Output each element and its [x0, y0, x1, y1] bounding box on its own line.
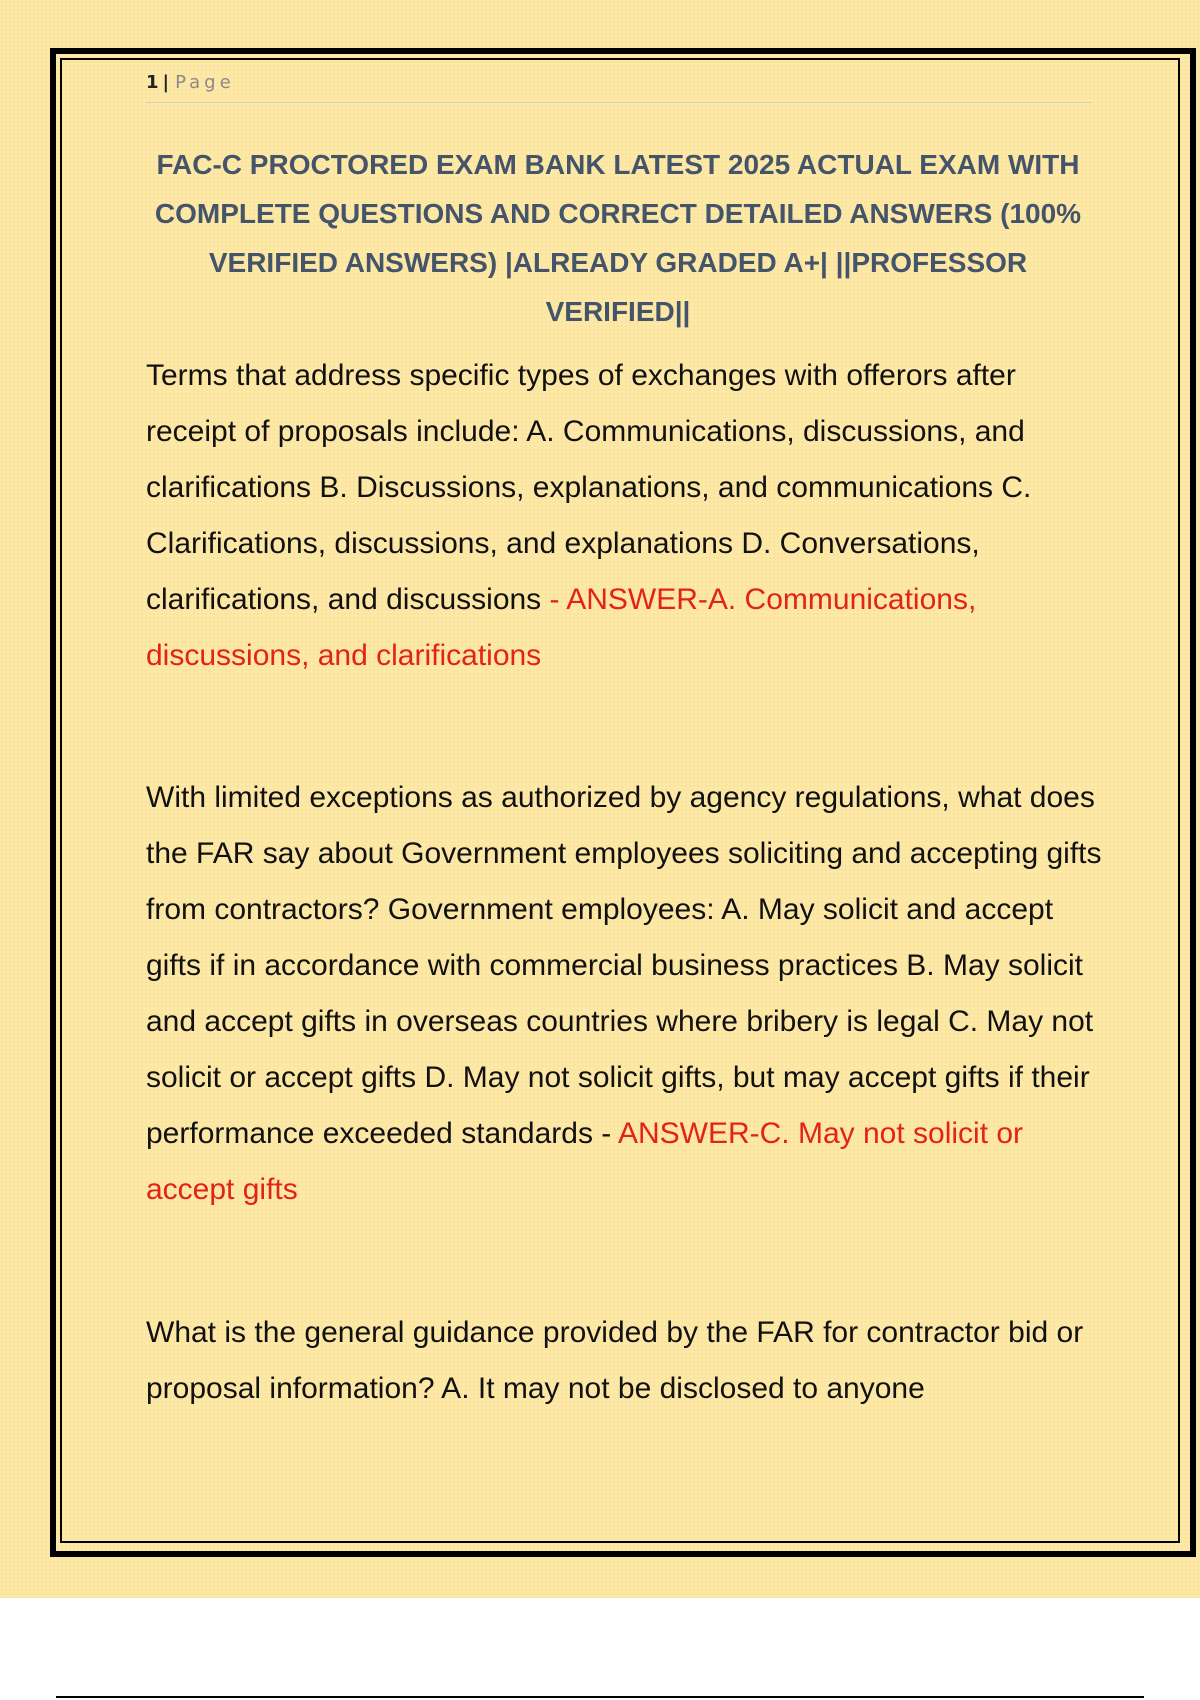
answer-text: ANSWER-C. May not solicit or accept gifts — [146, 1117, 1024, 1206]
question-text: Terms that address specific types of exchanges with offerors after receipt of proposals include: A. Communications, discussions, and clarifications B. Discussions, explanations, and communications C. Clarifications, discussions, and explanations D. Conversations, clarifications, and discussions — [146, 359, 1032, 616]
page-label: Page — [175, 72, 235, 93]
document-title: FAC-C PROCTORED EXAM BANK LATEST 2025 ACTUAL EXAM WITH COMPLETE QUESTIONS AND CORRECT DETAILED ANSWERS (100% VERIFIED ANSWERS) |ALREADY GRADED A+| ||PROFESSOR VERIFIED|| — [154, 149, 1082, 327]
page-header — [146, 72, 1092, 103]
question-block-1 — [146, 348, 1106, 684]
next-page-top-border — [56, 1696, 1144, 1698]
question-block-2 — [146, 770, 1106, 1218]
question-text: What is the general guidance provided by the FAR for contractor bid or proposal information? A. It may not be disclosed to anyone — [146, 1316, 1084, 1405]
page-header-separator: | — [162, 72, 170, 93]
page-number: 1 — [146, 72, 159, 93]
question-block-3 — [146, 1305, 1106, 1417]
answer-text: ANSWER-A. Communications, discussions, and clarifications — [146, 583, 977, 672]
question-text: With limited exceptions as authorized by agency regulations, what does the FAR say about Government employees soliciting and accepting gifts from contractors? Government employees: A. May solicit and accept gifts if in accordance with commercial business practices B. May solicit and accept gifts in overseas countries where bribery is legal C. May not solicit or accept gifts D. May not solicit gifts, but may accept gifts if their performance exceeded standards — [146, 781, 1102, 1150]
answer-dash: - — [592, 1117, 618, 1150]
answer-dash: - — [541, 583, 567, 616]
